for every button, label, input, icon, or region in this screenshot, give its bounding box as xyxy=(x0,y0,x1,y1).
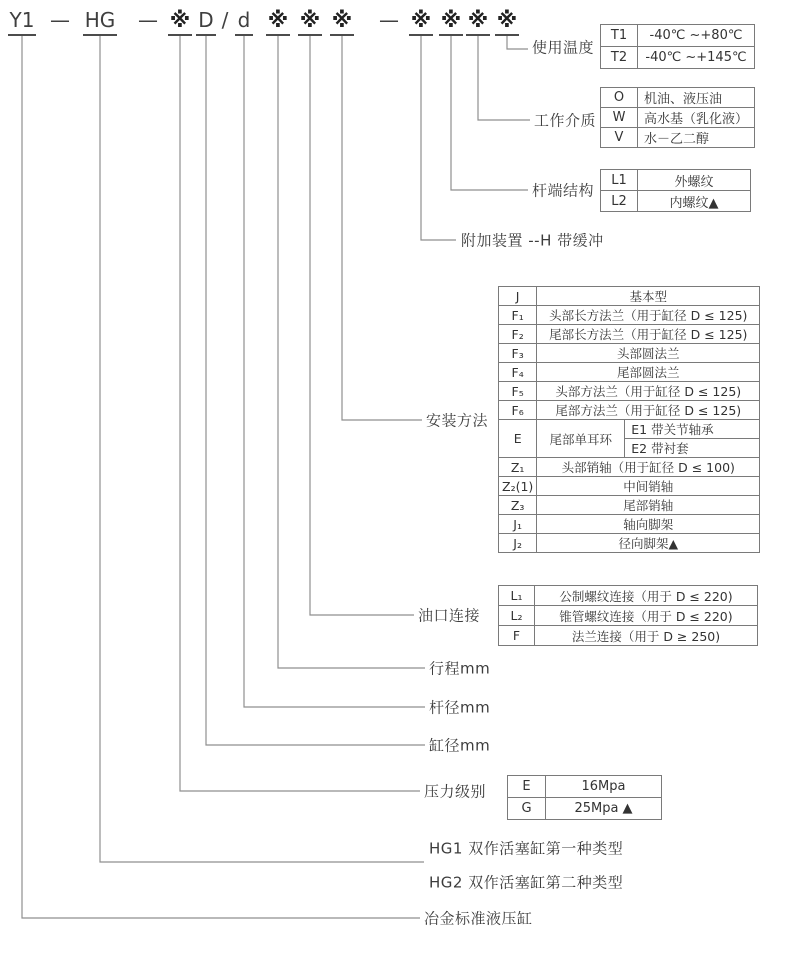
code-cell: J₁ xyxy=(499,515,537,534)
value-cell: 径向脚架▲ xyxy=(537,534,760,553)
table-row xyxy=(499,306,760,325)
connector-oil-port xyxy=(310,36,414,615)
connector-bore xyxy=(206,36,425,745)
table-row xyxy=(499,586,758,606)
table-row xyxy=(499,477,760,496)
temperature-label: 使用温度 xyxy=(532,38,595,57)
medium-label: 工作介质 xyxy=(534,111,597,130)
value-cell: 高水基（乳化液） xyxy=(638,108,755,128)
code-segment-rod-d: d xyxy=(235,7,253,36)
table-row xyxy=(499,344,760,363)
code-cell: F₄ xyxy=(499,363,537,382)
value-cell: 中间销轴 xyxy=(537,477,760,496)
pressure-table xyxy=(507,775,662,820)
value-cell: 16Mpa xyxy=(546,776,662,798)
option-cell: E1 带关节轴承 xyxy=(625,420,760,439)
code-segment-y1: Y1 xyxy=(8,7,36,36)
value-cell: 头部长方法兰（用于缸径 D ≤ 125) xyxy=(537,306,760,325)
code-cell: Z₂(1) xyxy=(499,477,537,496)
value-cell: -40℃ ~+80℃ xyxy=(638,25,755,47)
table-row xyxy=(499,496,760,515)
table-row xyxy=(601,88,755,108)
code-dash-3: — xyxy=(379,8,399,32)
code-placeholder-mounting: ※ xyxy=(330,7,354,36)
table-row xyxy=(601,170,751,191)
table-row xyxy=(601,47,755,69)
code-cell: T1 xyxy=(601,25,638,47)
code-cell: F₆ xyxy=(499,401,537,420)
value-cell: 尾部单耳环 xyxy=(537,420,625,458)
connector-mounting xyxy=(342,36,422,420)
code-segment-bore-d: D xyxy=(196,7,216,36)
attachment-label: 附加装置 --H 带缓冲 xyxy=(461,231,604,250)
stroke-label: 行程mm xyxy=(429,659,491,678)
value-cell: 头部销轴（用于缸径 D ≤ 100) xyxy=(537,458,760,477)
code-placeholder-rod-end: ※ xyxy=(439,7,463,36)
code-cell: Z₃ xyxy=(499,496,537,515)
table-row xyxy=(499,626,758,646)
code-placeholder-medium: ※ xyxy=(466,7,490,36)
rod-end-table xyxy=(600,169,751,212)
code-segment-hg: HG xyxy=(83,7,117,36)
table-row xyxy=(499,325,760,344)
code-dash-2: — xyxy=(138,8,158,32)
value-cell: 锥管螺纹连接（用于 D ≤ 220) xyxy=(535,606,758,626)
table-row xyxy=(601,191,751,212)
code-placeholder-stroke: ※ xyxy=(266,7,290,36)
code-cell: Z₁ xyxy=(499,458,537,477)
value-cell: 机油、液压油 xyxy=(638,88,755,108)
bore-label: 缸径mm xyxy=(429,736,491,755)
value-cell: 尾部长方法兰（用于缸径 D ≤ 125) xyxy=(537,325,760,344)
table-row xyxy=(499,287,760,306)
connector-base xyxy=(22,36,420,918)
value-cell: -40℃ ~+145℃ xyxy=(638,47,755,69)
connector-rod-end xyxy=(451,36,528,190)
mounting-table xyxy=(498,286,760,553)
table-row xyxy=(601,128,755,148)
code-cell: O xyxy=(601,88,638,108)
code-cell: L₂ xyxy=(499,606,535,626)
value-cell: 公制螺纹连接（用于 D ≤ 220) xyxy=(535,586,758,606)
table-row xyxy=(508,776,662,798)
table-row xyxy=(601,108,755,128)
table-row xyxy=(499,458,760,477)
code-cell: F₅ xyxy=(499,382,537,401)
option-cell: E2 带衬套 xyxy=(625,439,760,458)
rod-diameter-label: 杆径mm xyxy=(429,698,491,717)
code-dash-1: — xyxy=(50,8,70,32)
pressure-label: 压力级别 xyxy=(424,782,487,801)
mounting-label: 安装方法 xyxy=(426,411,489,430)
value-cell: 轴向脚架 xyxy=(537,515,760,534)
table-row-e xyxy=(499,420,760,439)
value-cell: 尾部圆法兰 xyxy=(537,363,760,382)
value-cell: 水－乙二醇 xyxy=(638,128,755,148)
code-placeholder-attachment: ※ xyxy=(409,7,433,36)
code-cell: J₂ xyxy=(499,534,537,553)
table-row xyxy=(601,25,755,47)
hg1-type-label: HG1 双作活塞缸第一种类型 xyxy=(429,839,624,858)
code-cell: E xyxy=(499,420,537,458)
value-cell: 内螺纹▲ xyxy=(638,191,751,212)
code-cell: L₁ xyxy=(499,586,535,606)
code-placeholder-pressure: ※ xyxy=(168,7,192,36)
code-cell: T2 xyxy=(601,47,638,69)
value-cell: 外螺纹 xyxy=(638,170,751,191)
table-row xyxy=(499,363,760,382)
hg2-type-label: HG2 双作活塞缸第二种类型 xyxy=(429,873,624,892)
medium-table xyxy=(600,87,755,148)
oil-port-label: 油口连接 xyxy=(418,606,481,625)
code-cell: F xyxy=(499,626,535,646)
connector-pressure xyxy=(180,36,420,791)
table-row xyxy=(508,798,662,820)
table-row xyxy=(499,534,760,553)
connector-temperature xyxy=(507,36,528,49)
code-cell: V xyxy=(601,128,638,148)
value-cell: 头部圆法兰 xyxy=(537,344,760,363)
value-cell: 尾部方法兰（用于缸径 D ≤ 125) xyxy=(537,401,760,420)
temperature-table xyxy=(600,24,755,69)
code-cell: F₂ xyxy=(499,325,537,344)
connector-stroke xyxy=(278,36,425,668)
value-cell: 法兰连接（用于 D ≥ 250) xyxy=(535,626,758,646)
code-cell: W xyxy=(601,108,638,128)
code-cell: L1 xyxy=(601,170,638,191)
connector-rod-diameter xyxy=(244,36,425,707)
code-cell: J xyxy=(499,287,537,306)
oil-port-table xyxy=(498,585,758,646)
value-cell: 25Mpa ▲ xyxy=(546,798,662,820)
value-cell: 尾部销轴 xyxy=(537,496,760,515)
base-type-label: 冶金标准液压缸 xyxy=(424,909,533,928)
table-row xyxy=(499,401,760,420)
table-row xyxy=(499,606,758,626)
value-cell: 头部方法兰（用于缸径 D ≤ 125) xyxy=(537,382,760,401)
code-placeholder-temperature: ※ xyxy=(495,7,519,36)
rod-end-label: 杆端结构 xyxy=(532,181,595,200)
code-slash: / xyxy=(221,8,229,32)
table-row xyxy=(499,382,760,401)
code-cell: G xyxy=(508,798,546,820)
connector-hg xyxy=(100,36,424,862)
code-cell: L2 xyxy=(601,191,638,212)
code-cell: F₁ xyxy=(499,306,537,325)
table-row xyxy=(499,515,760,534)
code-cell: F₃ xyxy=(499,344,537,363)
code-cell: E xyxy=(508,776,546,798)
code-placeholder-oil-port: ※ xyxy=(298,7,322,36)
value-cell: 基本型 xyxy=(537,287,760,306)
